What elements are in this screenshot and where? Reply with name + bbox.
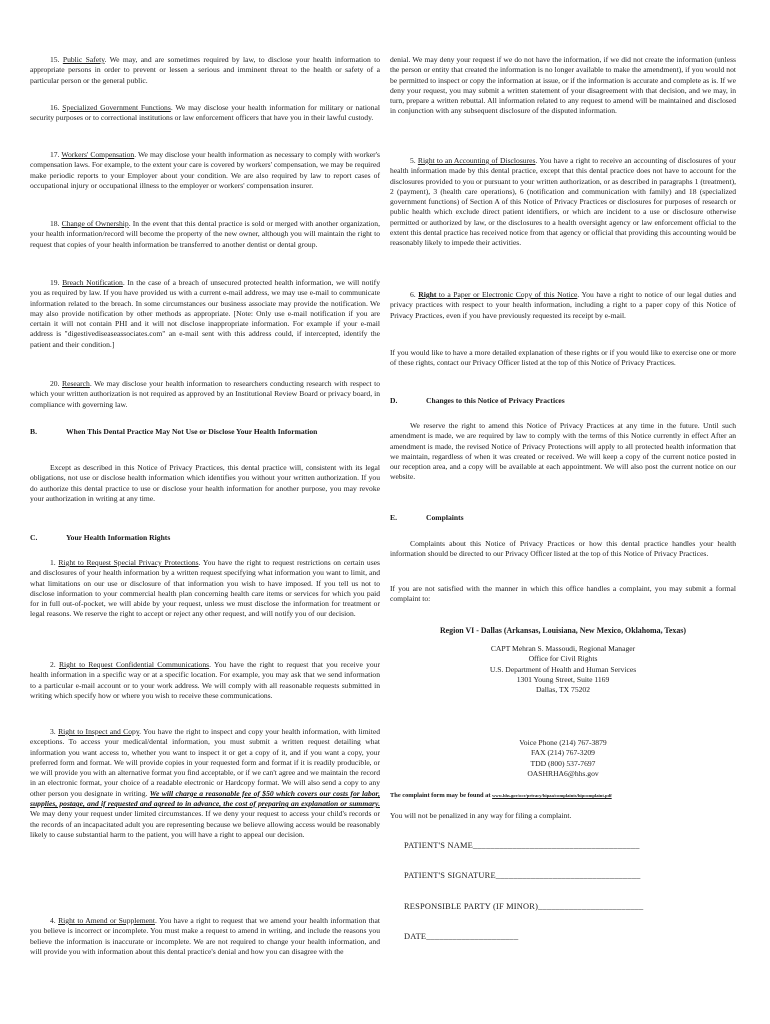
regional-office-address: CAPT Mehran S. Massoudi, Regional Manager Office for Civil Rights U.S. Department of Health and Human Services 1301 Young Street, Suite 1169 Dallas, TX 75202 [489, 644, 637, 695]
confidential-communications-heading: Right to Request Confidential Communications [58, 660, 210, 669]
paragraph-breach-notification: 19. Breach Notification. In the case of a breach of unsecured protected health information, we will notify you as required by law. If you have provided us with a current e-mail address, we may use e-mail to communicate information related to the breach. In some circumstances our business associate may provide the notification. We may also provide notification by other methods as appropriate. [Note: Only use e-mail notification if you are certain it will not contain PHI and it will not disclose inappropriate information. For example if your e-mail address is "digestivediseaseassociates.com" an e-mail sent with this address could, if intercepted, identify the patient and their condition.] [30, 278, 381, 349]
change-of-ownership-heading: Change of Ownership [61, 219, 129, 228]
responsible-party-field[interactable]: RESPONSIBLE PARTY (IF MINOR)________________________ [404, 902, 644, 911]
inspect-and-copy-heading: Right to Inspect and Copy [58, 727, 140, 736]
complaint-form-link[interactable]: www.hhs.gov/ocr/privacy/hipaa/complaints/hipcomplaint.pdf [492, 793, 612, 798]
specialized-government-heading: Specialized Government Functions [62, 103, 171, 112]
paragraph-workers-compensation: 17. Workers' Compensation. We may disclose your health information as necessary to comply with worker's compensation laws. For example, to the extent your care is covered by workers' compensation, we may be required make periodic reports to your Employer about your condition. We are also required by law to report cases of occupational injury or occupational illness to the employer or workers' compensation insurer. [30, 150, 380, 190]
denial-continuation: denial. We may deny your request if we do not have the information, if we did not create the information (unless the person or entity that created the information is no longer available to make the amendment), if you would not be permitted to inspect or copy the information at issue, or if the information is accurate and complete as is. If we deny your request, you may submit a written statement of your disagreement with that decision, and we may, in turn, prepare a written rebuttal. All information related to any request to amend will be maintained and disclosed in conjunction with any subsequent disclosure of the disputed information. [390, 55, 736, 116]
patient-signature-field[interactable]: PATIENT'S SIGNATURE_________________________________ [404, 871, 641, 880]
paragraph-paper-copy: 6. Right to a Paper or Electronic Copy of this Notice. You have a right to notice of our legal duties and privacy practices with respect to your health information, including a right to a paper copy of this Notice of Privacy Practices, even if you have previously requested its receipt by e-mail. [390, 290, 736, 320]
paragraph-special-privacy: 1. Right to Request Special Privacy Protections. You have the right to request restrictions on certain uses and disclosures of your health information by a written request specifying what information you want to limit, and what limitations on our use or disclosure of that information you wish to have imposed. If you tell us not to disclose information to your commercial health plan concerning health care items or services for which you paid for in full out-of-pocket, we will abide by your request, unless we must disclose the information for treatment or legal reasons. We reserve the right to accept or reject any other request, and will notify you of our decision. [30, 558, 380, 619]
fee-notice: We will charge a reasonable fee of $50 which covers our costs for labor, supplies, postage, and if requested and agreed to in advance, the cost of preparing an explanation or summary. [30, 788, 380, 809]
paragraph-confidential-communications: 2. Right to Request Confidential Communications. You have the right to request that you receive your health information in a specific way or at a specific location. For example, you may ask that we send information to a particular e-mail account or to your work address. We will comply with all reasonable requests submitted in writing which specify how or where you wish to receive these communications. [30, 660, 380, 700]
special-privacy-heading: Right to Request Special Privacy Protections [58, 558, 199, 567]
section-d-text: We reserve the right to amend this Notice of Privacy Practices at any time in the future. Until such amendment is made, we are required by law to comply with the terms of this Notice currently in effect After an amendment is made, the revised Notice of Privacy Protections will apply to all protected health information that we maintain, regardless of when it was created or received. We will keep a copy of the current notice posted in our reception area, and a copy will be available at each appointment. We will also post the current notice on our website. [390, 421, 736, 482]
not-penalized-text: You will not be penalized in any way for filing a complaint. [390, 811, 572, 820]
regional-office-contacts: Voice Phone (214) 767-3879 FAX (214) 767-3209 TDD (800) 537-7697 OASHRHA6@hhs.gov [390, 738, 736, 779]
paragraph-specialized-government: 16. Specialized Government Functions. We may disclose your health information for military or national security purposes or to correctional institutions or law enforcement officers that have you in their lawful custody. [30, 103, 381, 123]
contact-email: OASHRHA6@hhs.gov [527, 768, 599, 778]
public-safety-heading: Public Safety [62, 55, 105, 64]
paragraph-amend-or-supplement: 4. Right to Amend or Supplement. You have a right to request that we amend your health information that you believe is incorrect or incomplete. You must make a request to amend in writing, and include the reasons you believe the information is inaccurate or incomplete. We are not required to change your health information, and will provide you with information about this dental practice's denial and how you can disagree with the [30, 916, 381, 956]
more-information-text: If you would like to have a more detailed explanation of these rights or if you would like to exercise one or more of these rights, contact our Privacy Officer listed at the top of this Notice of Privacy Practices. [390, 348, 736, 368]
section-e-heading: E. Complaints [390, 513, 464, 522]
paragraph-inspect-and-copy: 3. Right to Inspect and Copy. You have the right to inspect and copy your health information, with limited exceptions. To access your medical/dental information, you must submit a written request detailing what information you want access to, whether you want to inspect it or get a copy of it, and if you want a copy, your preferred form and format. We will provide copies in your requested form and format if it is readily producible, or we will provide you with an alternative format you find acceptable, or if we can't agree and we maintain the record in an electronic format, your choice of a readable electronic or Hardcopy format. We will also send a copy to any other person you designate in writing. We will charge a reasonable fee of $50 which covers our costs for labor, supplies, postage, and if requested and agreed to in advance, the cost of preparing an explanation or summary. We may deny your request under limited circumstances. If we deny your request to access your child's records or the records of an incapacitated adult you are representing because we believe allowing access would be reasonably likely to cause substantial harm to the patient, you will have a right to appeal our decision. [30, 727, 381, 839]
workers-compensation-heading: Workers' Compensation [61, 150, 135, 159]
paragraph-research: 20. Research. We may disclose your health information to researchers conducting research with respect to which your written authorization is not required as approved by an Institutional Review Board or privacy board, in compliance with governing law. [30, 379, 381, 409]
amend-or-supplement-heading: Right to Amend or Supplement [58, 916, 155, 925]
section-c-heading: C. Your Health Information Rights [30, 533, 171, 542]
complaint-form-line: The complaint form may be found at www.hhs.gov/ocr/privacy/hipaa/complaints/hipcomplaint.pdf [390, 792, 612, 799]
patient-name-field[interactable]: PATIENT'S NAME______________________________________ [404, 841, 640, 850]
paragraph-accounting-of-disclosures: 5. Right to an Accounting of Disclosures. You have a right to receive an accounting of disclosures of your health information made by this dental practice, except that this dental practice does not have to account for the disclosures provided to you or pursuant to your written authorization, or as described in paragraphs 1 (treatment), 2 (payment), 3 (health care operations), 6 (notification and communication with family) and 18 (specialized government functions) of Section A of this Notice of Privacy Practices or disclosures for purposes of research or public health which exclude direct patient identifiers, or which are incident to a use or disclosure otherwise permitted or authorized by law, or the disclosures to a health oversight agency or law enforcement official to the extent this dental practice has received notice from that agency or official that providing this accounting would be reasonably likely to impede their activities. [390, 156, 737, 248]
region-heading: Region VI - Dallas (Arkansas, Louisiana, New Mexico, Oklahoma, Texas) [439, 626, 687, 635]
research-heading: Research [62, 379, 90, 388]
accounting-of-disclosures-heading: Right to an Accounting of Disclosures [417, 156, 536, 165]
paper-copy-heading: to a Paper or Electronic Copy of this Notice [436, 290, 578, 299]
section-d-heading: D. Changes to this Notice of Privacy Practices [390, 396, 565, 405]
not-satisfied-text: If you are not satisfied with the manner in which this office handles a complaint, you may submit a formal complaint to: [390, 584, 736, 604]
section-b-text: Except as described in this Notice of Privacy Practices, this dental practice will, consistent with its legal obligations, not use or disclose health information which identifies you without your written authorization. If you do authorize this dental practice to use or disclose your health information for another purpose, you may revoke your authorization in writing at any time. [30, 463, 380, 503]
paragraph-public-safety: 15. Public Safety. We may, and are sometimes required by law, to disclose your health information to appropriate persons in order to prevent or lessen a serious and imminent threat to the health or safety of a particular person or the general public. [30, 55, 381, 85]
date-field[interactable]: DATE_____________________ [404, 932, 519, 941]
section-b-heading: B. When This Dental Practice May Not Use or Disclose Your Health Information [30, 427, 318, 436]
paper-copy-heading-bold: Right [418, 290, 437, 299]
breach-notification-heading: Breach Notification [62, 278, 123, 287]
section-e-text: Complaints about this Notice of Privacy Practices or how this dental practice handles your health information should be directed to our Privacy Officer listed at the top of this Notice of Privacy Practices. [390, 539, 736, 559]
paragraph-change-of-ownership: 18. Change of Ownership. In the event that this dental practice is sold or merged with another organization, your health information/record will become the property of the new owner, although you will maintain the right to request that copies of your health information be transferred to another dentist or dental group. [30, 219, 380, 249]
